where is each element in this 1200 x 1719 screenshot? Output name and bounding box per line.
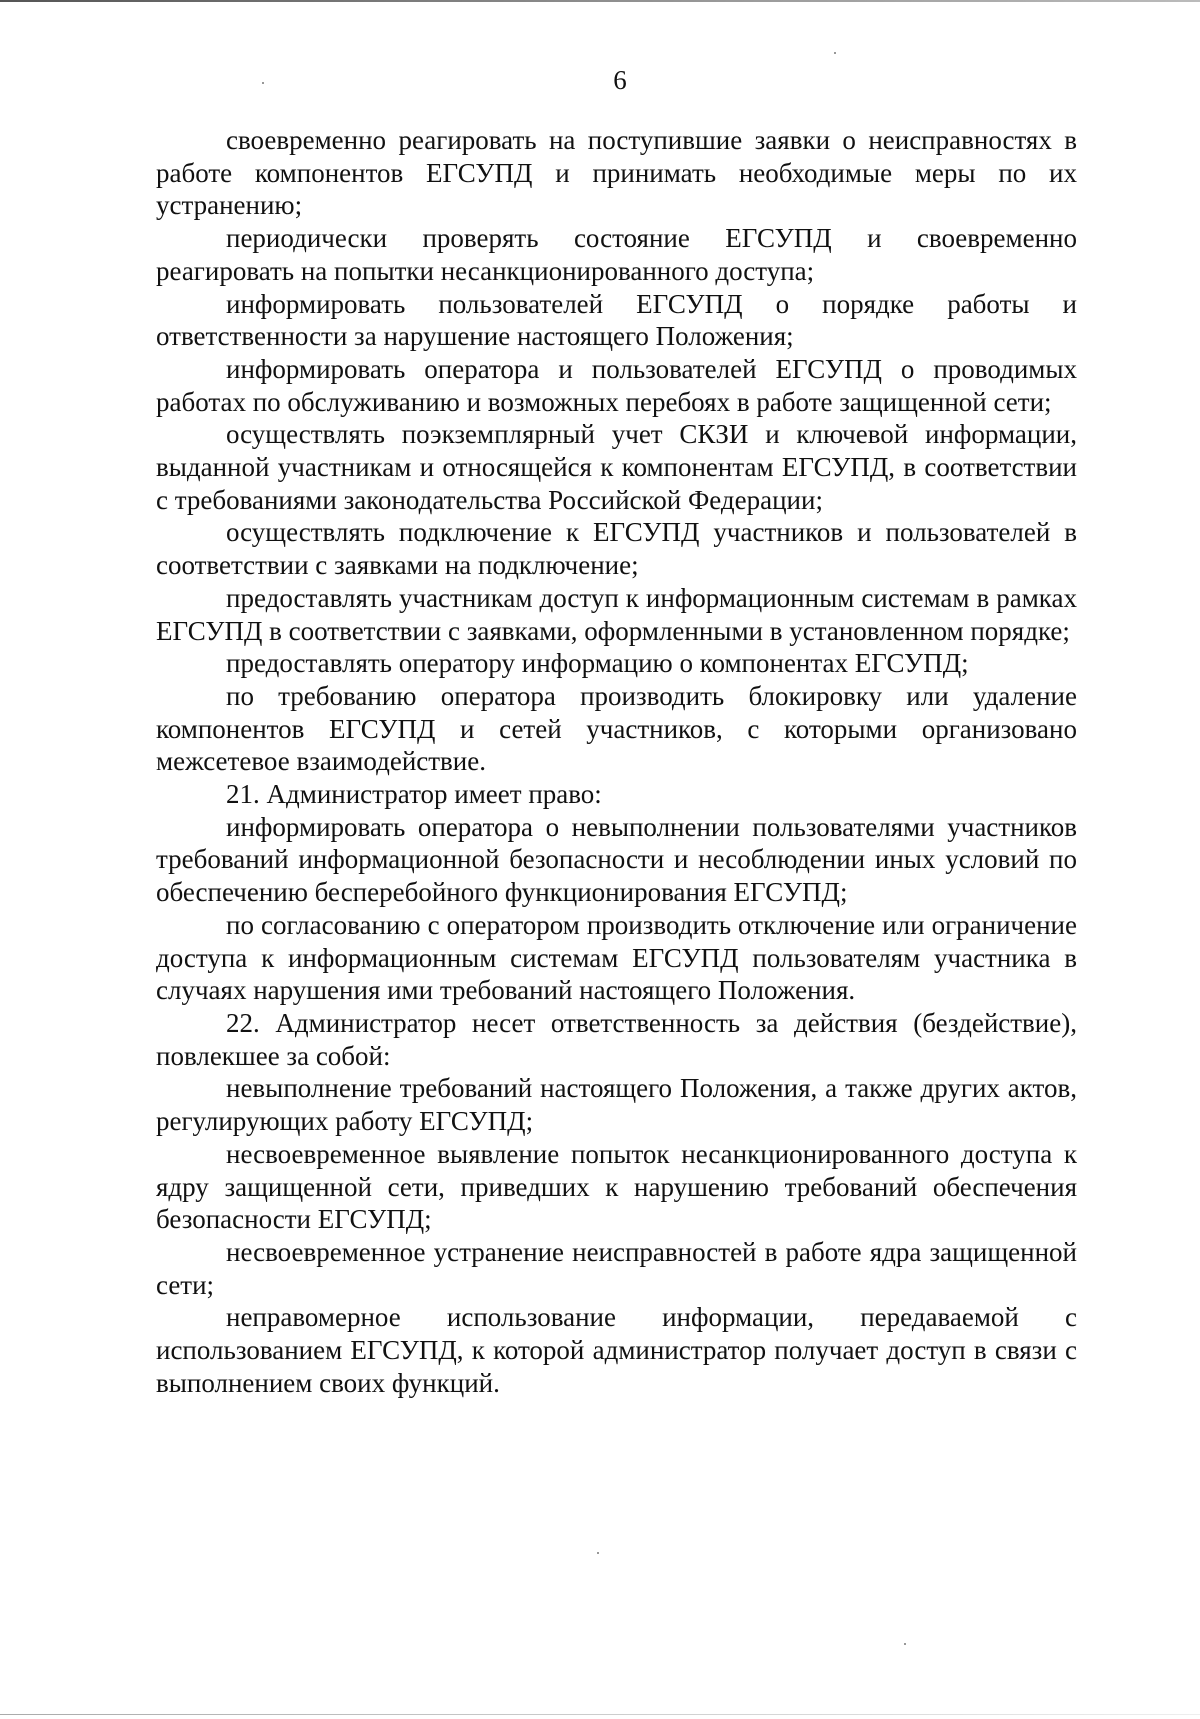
paragraph-provide-access: предоставлять участникам доступ к информационным системам в рамках ЕГСУПД в соответствии с заявками, оформленными в установленном порядке; (156, 582, 1077, 646)
scan-speck (262, 82, 264, 84)
paragraph-respond-to-faults: своевременно реагировать на поступившие заявки о неисправностях в работе компонентов ЕГСУПД и принимать необходимые меры по их устранению; (156, 125, 1077, 221)
scan-speck (597, 1552, 599, 1554)
paragraph-check-state: периодически проверять состояние ЕГСУПД и своевременно реагировать на попытки несанкционированного доступа; (156, 223, 1077, 286)
paragraph-connect-participants: осуществлять подключение к ЕГСУПД участников и пользователей в соответствии с заявками на подключение; (156, 517, 1077, 581)
paragraph-skzi-accounting: осуществлять поэкземплярный учет СКЗИ и ключевой информации, выданной участникам и относящейся к компонентам ЕГСУПД, в соответствии с требованиями законодательства Российской Федерации; (156, 419, 1077, 515)
paragraph-clause-21-heading: 21. Администратор имеет право: (226, 779, 602, 810)
paragraph-non-compliance: невыполнение требований настоящего Положения, а также других актов, регулирующих работу ЕГСУПД; (156, 1073, 1077, 1137)
paragraph-late-repair: несвоевременное устранение неисправностей в работе ядра защищенной сети; (156, 1236, 1077, 1300)
paragraph-provide-info-to-operator: предоставлять оператору информацию о компонентах ЕГСУПД; (226, 648, 969, 679)
paragraph-inform-operator-and-users: информировать оператора и пользователей ЕГСУПД о проводимых работах по обслуживанию и возможных перебоях в работе защищенной сети; (156, 353, 1077, 417)
paragraph-clause-22-heading: 22. Администратор несет ответственность за действия (бездействие), повлекшее за собой: (156, 1007, 1077, 1071)
paragraph-restrict-access: по согласованию с оператором производить отключение или ограничение доступа к информационным системам ЕГСУПД пользователям участника в случаях нарушения ими требований настоящего Положения. (156, 909, 1077, 1006)
paragraph-misuse-of-information: неправомерное использование информации, передаваемой с использованием ЕГСУПД, к которой администратор получает доступ в связи с выполнением своих функций. (156, 1302, 1077, 1398)
scan-speck (834, 52, 836, 54)
paragraph-blocking-on-request: по требованию оператора производить блокировку или удаление компонентов ЕГСУПД и сетей участников, с которыми организовано межсетевое взаимодействие. (156, 680, 1077, 777)
scan-speck (904, 1643, 906, 1645)
paragraph-late-detection: несвоевременное выявление попыток несанкционированного доступа к ядру защищенной сети, приведших к нарушению требований обеспечения безопасности ЕГСУПД; (156, 1138, 1077, 1235)
scan-bottom-edge (0, 1714, 1200, 1715)
page-number: 6 (613, 65, 627, 95)
paragraph-inform-operator-of-violations: информировать оператора о невыполнении пользователями участников требований информационной безопасности и несоблюдении иных условий по обеспечению бесперебойного функционирования ЕГСУПД; (156, 811, 1077, 908)
document-body (156, 124, 1077, 1399)
scan-top-edge (0, 0, 1200, 2)
paragraph-inform-users: информировать пользователей ЕГСУПД о порядке работы и ответственности за нарушение настоящего Положения; (156, 288, 1077, 352)
